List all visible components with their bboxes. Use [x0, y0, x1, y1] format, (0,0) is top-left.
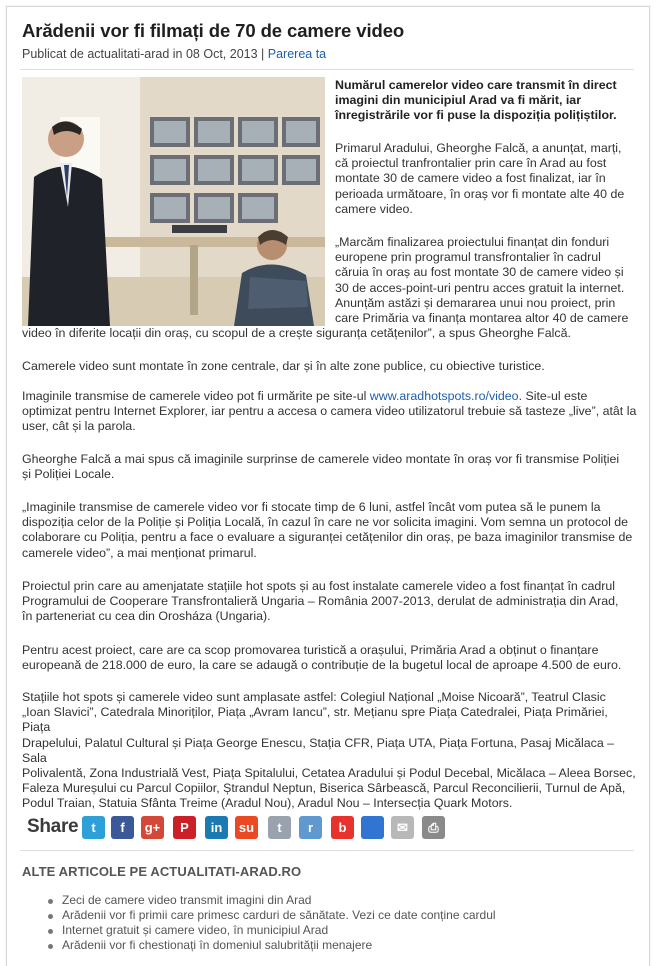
comments-link[interactable]: Parerea ta	[267, 47, 327, 61]
twitter-icon[interactable]: t	[82, 816, 105, 839]
article-title[interactable]: Arădenii vor fi filmați de 70 de camere video	[22, 20, 405, 41]
google-plus-icon[interactable]: g+	[141, 816, 164, 839]
text-line: optimizat pentru Internet Explorer, iar pentru a accesa o camera video utilizatorul trebuie să tasteze „live”, atât la	[22, 404, 637, 419]
article-meta	[22, 47, 326, 61]
buzz-icon[interactable]: b	[331, 816, 354, 839]
text-line: camerele video”, a mai menționat primarul.	[22, 545, 257, 560]
related-article-link[interactable]: Internet gratuit și camere video, în municipiul Arad	[48, 923, 496, 938]
paragraph-2	[335, 235, 635, 326]
text-line: Programului de Cooperare Transfrontalieră Ungaria – România 2007-2013, derulat de administrația din Arad,	[22, 594, 619, 609]
paragraph-6	[22, 500, 637, 561]
text-line	[22, 389, 637, 404]
text-line: „Marcăm finalizarea proiectului finanțat din fonduri	[335, 235, 610, 249]
text-line: perioada următoare, în oraș vor fi montate alte 40 de	[335, 186, 625, 201]
text-line: „Imaginile transmise de camerele video vor fi stocate timp de 6 luni, astfel încât vom putea să le punem la	[22, 500, 601, 514]
pinterest-icon[interactable]: P	[173, 816, 196, 839]
text-line: Stațiile hot spots și camerele video sunt amplasate astfel: Colegiul Național „Moise Nicoară”, Teatrul Clasic	[22, 690, 606, 704]
paragraph-5	[22, 452, 637, 482]
text-line: dispoziția celor de la Poliție și Poliția Locală, în cazul în care ne vor solicita imagini. Vom semna un protocol de	[22, 515, 629, 530]
facebook-icon[interactable]: f	[111, 816, 134, 839]
text-line: colaborare cu Poliția, pentru a face o evaluare a siguranței cetățenilor din oraș, pe baza imaginilor transmise de	[22, 530, 633, 545]
text-line: Pentru acest proiect, care are ca scop promovarea turistică a orașului, Primăria Arad a obținut o finanțare	[22, 643, 599, 657]
text-line: în parteneriat cu cea din Orosháza (Ungaria).	[22, 609, 271, 624]
stumbleupon-icon[interactable]: su	[235, 816, 258, 839]
text-line: montate 30 de camere video a fost finalizat, iar în	[335, 171, 606, 186]
print-icon[interactable]: ⎙	[422, 816, 445, 839]
related-article-link[interactable]: Arădenii vor fi chestionați în domeniul salubrității menajere	[48, 938, 496, 953]
paragraph-3: Camerele video sunt montate în zone centrale, dar și în alte zone publice, cu obiective turistice.	[22, 359, 545, 373]
paragraph-7	[22, 579, 637, 625]
text-line: camere video.	[335, 201, 413, 216]
delicious-icon[interactable]	[361, 816, 384, 839]
hotspots-video-link[interactable]: www.aradhotspots.ro/video	[369, 389, 519, 403]
divider	[20, 850, 634, 851]
text-line: care Primăria va finanța montarea altor 40 de camere	[335, 311, 629, 326]
meta-byline: Publicat de actualitati-arad in 08 Oct, 2013 |	[22, 47, 265, 61]
paragraph-1	[335, 141, 635, 217]
text-line: căruia în oraș au fost montate 30 de camere video și	[335, 265, 624, 280]
linkedin-icon[interactable]: in	[205, 816, 228, 839]
text-line: user, cât și la parola.	[22, 419, 136, 434]
lead-line: Numărul camerelor video care transmit în direct	[335, 78, 617, 92]
paragraph-4	[22, 389, 637, 435]
email-icon[interactable]: ✉	[391, 816, 414, 839]
text-line: Podul Traian, Statuia Sfânta Treime (Aradul Nou), Aradul Nou – Intersecția Quark Motors.	[22, 796, 513, 811]
article-photo	[22, 77, 325, 326]
reddit-icon[interactable]: r	[299, 816, 322, 839]
text-line: Gheorghe Falcă a mai spus că imaginile surprinse de camerele video montate în oraș vor fi transmise Poliției	[22, 452, 620, 466]
text-line: europeană de 218.000 de euro, la care se adaugă o contribuție de la bugetul local de aproape 4.500 de euro.	[22, 658, 622, 673]
text-line: Faleza Mureșului cu Parcul Copiilor, Ștrandul Neptun, Biserica Sârbească, Parcul Reconcilierii, Turnul de Apă,	[22, 781, 626, 796]
lead-line: înregistrările vor fi puse la dispoziția polițiștilor.	[335, 108, 617, 123]
text-line: Polivalentă, Zona Industrială Vest, Piața Spitalului, Cetatea Aradului și Podul Decebal, Micălaca – Aleea Borsec,	[22, 766, 636, 781]
divider	[20, 69, 634, 70]
text-line: și Poliției Locale.	[22, 467, 115, 482]
text-line: Anunțăm astăzi și demararea unui nou proiect, prin	[335, 295, 616, 310]
paragraph-9	[22, 690, 637, 812]
text-fragment: Imaginile transmise de camerele video pot fi urmărite pe site-ul	[22, 389, 367, 403]
related-article-link[interactable]: Zeci de camere video transmit imagini din Arad	[48, 893, 496, 908]
text-line: „Ioan Slavici”, Catedrala Minoriților, Piața „Avram Iancu”, str. Mețianu spre Piața Catedralei, Piața Primăriei, Piața	[22, 705, 608, 735]
text-line: că proiectul tranfrontalier prin care în Arad au fost	[335, 156, 607, 171]
share-label: Share	[27, 816, 79, 837]
lead-paragraph	[335, 78, 635, 124]
tumblr-icon[interactable]: t	[268, 816, 291, 839]
text-line: europene prin programul transfrontalier în cadrul	[335, 250, 601, 265]
related-articles-title: ALTE ARTICOLE PE ACTUALITATI-ARAD.RO	[22, 864, 302, 879]
text-line: Drapelului, Palatul Cultural și Piața George Enescu, Stația CFR, Piața UTA, Piața Fortuna, Pasaj Micălaca – Sala	[22, 735, 615, 765]
text-line: Primarul Aradului, Gheorghe Falcă, a anunțat, marți,	[335, 141, 622, 155]
text-line: Proiectul prin care au amenjatate stațiile hot spots și au fost instalate camerele video a fost finanțat în cadrul	[22, 579, 616, 593]
related-articles-list	[48, 893, 496, 953]
lead-line: imagini din municipiul Arad va fi mărit, iar	[335, 93, 582, 108]
text-fragment: . Site-ul este	[518, 389, 588, 403]
paragraph-2-tail: video în diferite locații din oraș, cu scopul de a crește siguranța cetățenilor”, a spus Gheorghe Falcă.	[22, 326, 571, 340]
related-article-link[interactable]: Arădenii vor fi primii care primesc carduri de sănătate. Vezi ce date conține cardul	[48, 908, 496, 923]
text-line: 30 de acces-point-uri pentru acces gratuit la internet.	[335, 280, 625, 295]
paragraph-8	[22, 643, 637, 673]
